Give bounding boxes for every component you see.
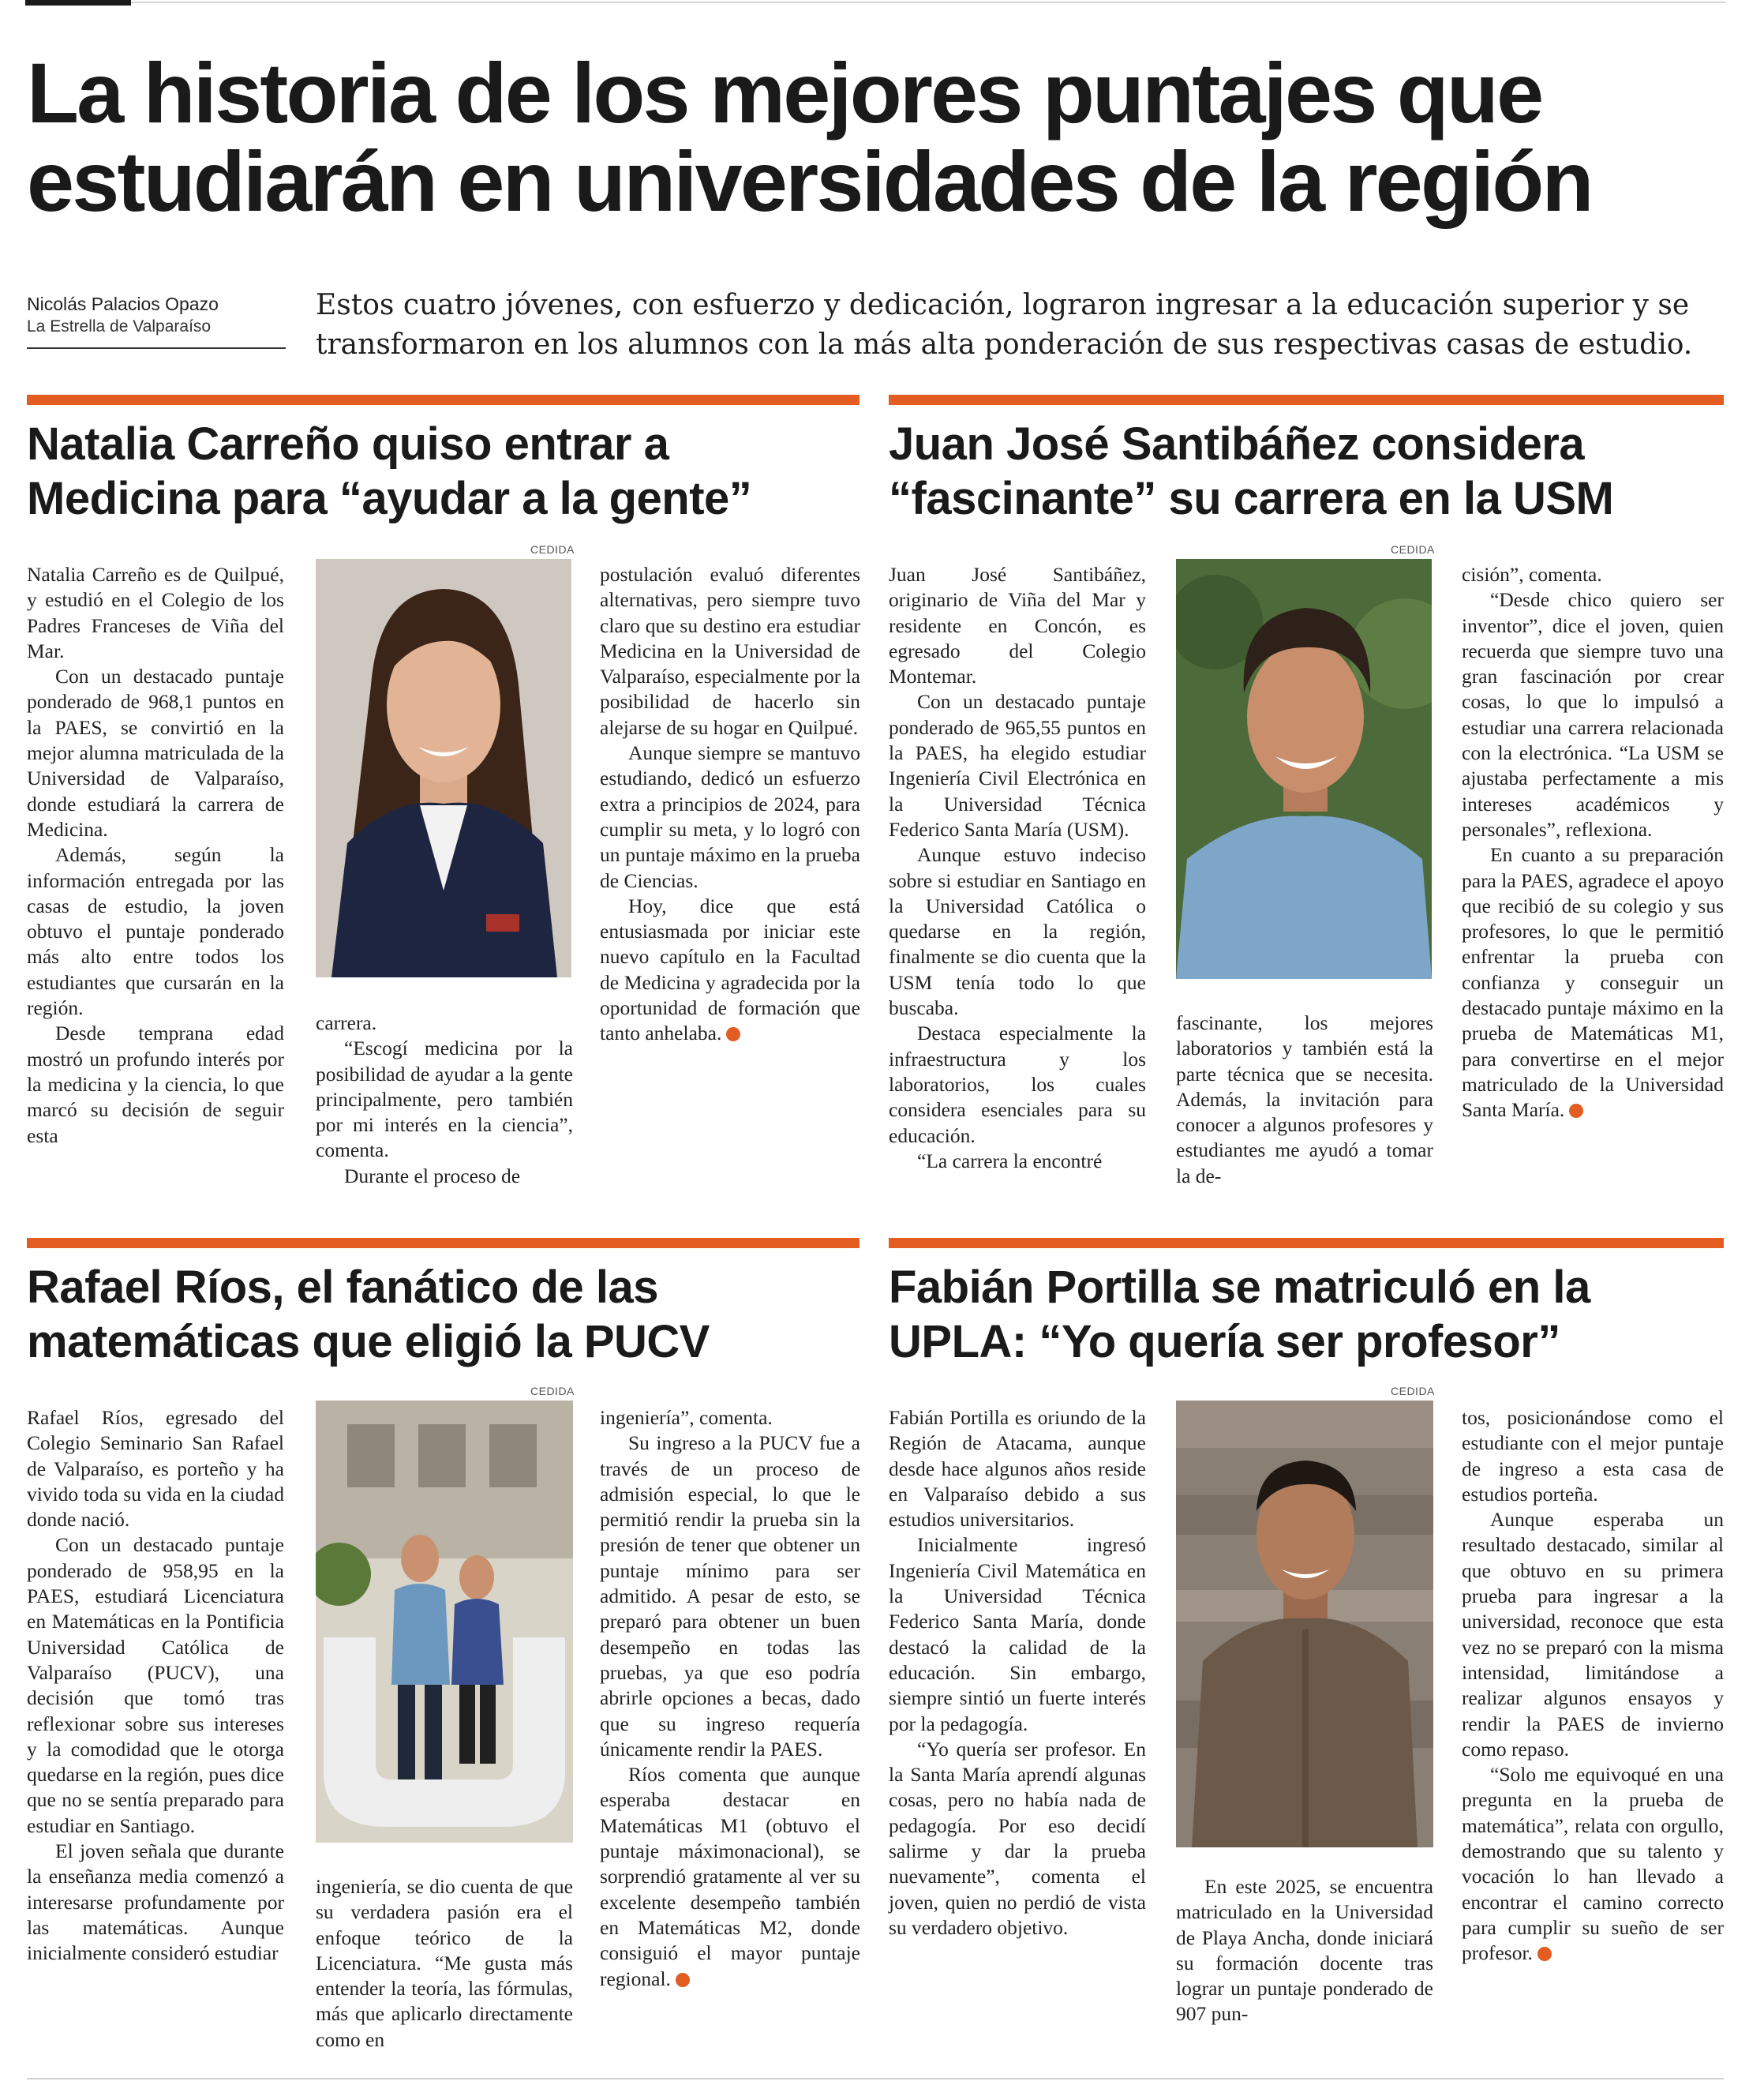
article-deck [316, 286, 1728, 365]
paragraph: “Solo me equivoqué en una pregunta en la prueba de matemática”, relata con orgullo, demostrando que su talento y vocación lo han llevado a encontrar el camino correcto para cumplir su sueño de ser profesor. [1462, 1763, 1724, 1965]
story-title-line: Medicina para “ayudar a la gente” [27, 473, 752, 524]
photo-credit: CEDIDA [1391, 543, 1435, 556]
deck-line-2: transformaron en los alumnos con la más alta ponderación de sus respectivas casas de estudio. [316, 328, 1693, 361]
end-mark-icon [676, 1973, 690, 1987]
story-title-line: Fabián Portilla se matriculó en la [889, 1262, 1590, 1313]
paragraph: Juan José Santibáñez, originario de Viña del Mar y residente en Concón, es egresado del Colegio Montemar. [889, 563, 1146, 688]
paragraph: Con un destacado puntaje ponderado de 958,95 en la PAES, estudiará Licenciatura en Matemáticas en la Pontificia Universidad Católica de Valparaíso (PUCV), una decisión que tomó tras reflexionar sobre sus intereses y la comodidad que le otorga quedarse en la región, pues dice que no se sentía preparado para estudiar en Santiago. [27, 1533, 284, 1837]
top-rule [131, 2, 1725, 3]
paragraph: Destaca especialmente la infraestructura y los laboratorios, los cuales considera esenciales para su educación. [889, 1022, 1146, 1147]
end-mark-icon [726, 1027, 740, 1041]
story-band-juan-jose [889, 395, 1724, 405]
story-title-line: matemáticas que eligió la PUCV [27, 1316, 710, 1367]
paragraph: “Desde chico quiero ser inventor”, dice el joven, quien recuerda que siempre tuvo una gran fascinación por crear cosas, lo que lo impulsó a estudiar una carrera relacionada con la electrónica. “La USM se ajustaba perfectamente a mis intereses académicos y personales”, reflexiona. [1462, 588, 1724, 841]
photo-juan-jose-santibanez [1176, 559, 1432, 979]
paragraph: fascinante, los mejores laboratorios y también está la parte técnica que se necesita. Además, la invitación para conocer a algunos profesores y estudiantes me ayudó a tomar la de- [1176, 1011, 1433, 1187]
paragraph: ingeniería, se dio cuenta de que su verdadera pasión era el enfoque teórico de la Licenciatura. “Me gusta más entender la teoría, las fórmulas, más que aplicarlo directamente como en [316, 1875, 573, 2051]
story-band-rafael [27, 1238, 860, 1248]
paragraph: Aunque siempre se mantuvo estudiando, dedicó un esfuerzo extra a principios de 2024, para cumplir su meta, y lo logró con un puntaje máximo en la prueba de Ciencias. [600, 741, 860, 892]
paragraph: El joven señala que durante la enseñanza media comenzó a interesarse profundamente por las matemáticas. Aunque inicialmente consideró estudiar [27, 1839, 284, 1965]
photo-rafael-rios [316, 1401, 573, 1843]
story-title-rafael [27, 1260, 863, 1369]
story-fabian-column-2 [1176, 1874, 1433, 2027]
paragraph: Hoy, dice que está entusiasmada por iniciar este nuevo capítulo en la Facultad de Medicina y agradecida por la oportunidad de formación que tanto anhelaba. [600, 894, 860, 1045]
deck-line-1: Estos cuatro jóvenes, con esfuerzo y dedicación, lograron ingresar a la educación superior y se [316, 289, 1690, 321]
paragraph: En cuanto a su preparación para la PAES, agradece el apoyo que recibió de su colegio y sus profesores, lo que le permitió enfrentar la prueba con confianza y conseguir un destacado puntaje máximo en la prueba de Matemáticas M1, para convertirse en el mejor matriculado de la Universidad Santa María. [1462, 843, 1724, 1122]
story-rafael-column-2 [316, 1874, 573, 2053]
paragraph: En este 2025, se encuentra matriculado en la Universidad de Playa Ancha, donde iniciará su formación docente tras lograr un puntaje ponderado de 907 pun- [1176, 1875, 1433, 2026]
story-fabian-column-3 [1462, 1405, 1724, 1967]
story-title-fabian [889, 1260, 1725, 1369]
story-band-natalia [27, 395, 860, 405]
paragraph: “Escogí medicina por la posibilidad de ayudar a la gente principalmente, pero también por mi interés en la ciencia”, comenta. [316, 1037, 573, 1162]
paragraph: Durante el proceso de [344, 1164, 521, 1187]
bottom-rule [27, 2078, 1724, 2079]
paragraph: Además, según la información entregada por las casas de estudio, la joven obtuvo el puntaje ponderado más alto entre todos los estudiantes que cursarán en la región. [27, 843, 284, 1020]
paragraph: “La carrera la encontré [917, 1149, 1103, 1172]
story-title-line: Natalia Carreño quiso entrar a [27, 418, 669, 470]
photo-fabian-portilla [1176, 1401, 1433, 1847]
photo-credit: CEDIDA [530, 1385, 575, 1397]
story-rafael-column-3 [600, 1405, 860, 1992]
paragraph: tos, posicionándose como el estudiante con el mejor puntaje de ingreso a esta casa de estudios porteña. [1462, 1406, 1724, 1506]
photo-credit: CEDIDA [1391, 1385, 1435, 1397]
story-juan-column-3 [1462, 562, 1724, 1123]
paragraph: Aunque esperaba un resultado destacado, similar al que obtuvo en su primera prueba para ingresar a la universidad, reconoce que esta vez no se preparó con la misma intensidad, limitándose a realizar algunos ensayos y rendir la PAES de invierno como repaso. [1462, 1508, 1724, 1761]
byline-publication: La Estrella de Valparaíso [27, 317, 212, 336]
end-mark-icon [1537, 1947, 1552, 1961]
paragraph: Con un destacado puntaje ponderado de 968,1 puntos en la PAES, se convirtió en la mejor alumna matriculada de la Universidad de Valparaíso, donde estudiará la carrera de Medicina. [27, 665, 284, 841]
story-juan-column-1 [889, 562, 1146, 1174]
paragraph: Ríos comenta que aunque esperaba destacar en Matemáticas M1 (obtuvo el puntaje máximonacional), se sorprendió gratamente al ver su excelente desempeño también en Matemáticas M2, donde consiguió el mayor puntaje regional. [600, 1763, 860, 1990]
headline-line-2: estudiarán en universidades de la región [27, 133, 1592, 229]
paragraph: Desde temprana edad mostró un profundo interés por la medicina y la ciencia, lo que marcó su decisión de seguir esta [27, 1022, 284, 1147]
story-title-line: Rafael Ríos, el fanático de las [27, 1262, 659, 1313]
paragraph: Con un destacado puntaje ponderado de 965,55 puntos en la PAES, ha elegido estudiar Ingeniería Civil Electrónica en la Universidad Técnica Federico Santa María (USM). [889, 690, 1146, 841]
top-bar-marker [25, 0, 131, 6]
end-mark-icon [1569, 1104, 1583, 1118]
paragraph: postulación evaluó diferentes alternativas, pero siempre tuvo claro que su destino era estudiar Medicina en la Universidad de Valparaíso, especialmente por la posibilidad de hacerlo sin alejarse de su hogar en Quilpué. [600, 563, 860, 739]
story-title-juan-jose [889, 417, 1725, 526]
paragraph: ingeniería”, comenta. [600, 1406, 773, 1429]
story-juan-column-2 [1176, 1011, 1433, 1189]
story-title-natalia [27, 417, 863, 526]
paragraph: carrera. [316, 1011, 377, 1034]
headline-line-1: La historia de los mejores puntajes que [27, 45, 1542, 141]
story-rafael-column-1 [27, 1405, 284, 1967]
story-title-line: “fascinante” su carrera en la USM [889, 473, 1614, 524]
paragraph: cisión”, comenta. [1462, 563, 1602, 586]
paragraph: Fabián Portilla es oriundo de la Región de Atacama, aunque desde hace algunos años reside en Valparaíso debido a sus estudios universitarios. [889, 1406, 1146, 1532]
paragraph: Natalia Carreño es de Quilpué, y estudió en el Colegio de los Padres Franceses de Viña del Mar. [27, 563, 284, 662]
paragraph: Rafael Ríos, egresado del Colegio Seminario San Rafael de Valparaíso, es porteño y ha vivido toda su vida en la ciudad donde nació. [27, 1406, 284, 1532]
story-natalia-column-2 [316, 1011, 573, 1189]
story-natalia-column-1 [27, 562, 284, 1149]
story-band-fabian [889, 1238, 1724, 1248]
story-title-line: UPLA: “Yo quería ser profesor” [889, 1316, 1560, 1367]
photo-credit: CEDIDA [530, 543, 575, 556]
paragraph: Aunque estuvo indeciso sobre si estudiar en Santiago en la Universidad Católica o quedarse en la región, finalmente se dio cuenta que la USM tenía todo lo que buscaba. [889, 843, 1146, 1020]
paragraph: Inicialmente ingresó Ingeniería Civil Matemática en la Universidad Técnica Federico Santa María, donde destacó la calidad de la educación. Sin embargo, siempre sintió un fuerte interés por la pedagogía. [889, 1533, 1146, 1735]
paragraph: “Yo quería ser profesor. En la Santa María aprendí algunas cosas, pero no había nada de pedagogía. Por eso decidí salirme y dar la prueba nuevamente”, comenta el joven, quien no perdió de vista su verdadero objetivo. [889, 1737, 1146, 1939]
story-fabian-column-1 [889, 1405, 1146, 1941]
byline-rule [27, 347, 286, 349]
story-natalia-column-3 [600, 562, 860, 1047]
paragraph: Su ingreso a la PUCV fue a través de un proceso de admisión especial, lo que le permitió rendir la prueba sin la presión de tener que obtener un puntaje mínimo para ser admitido. A pesar de esto, se preparó para obtener un buen desempeño en todas las pruebas, ya que eso podría abrirle opciones a becas, dado que su ingreso requería únicamente rendir la PAES. [600, 1431, 860, 1761]
byline-author: Nicolás Palacios Opazo [27, 294, 219, 314]
photo-natalia-carreno [316, 559, 571, 977]
page-headline [27, 45, 1732, 229]
story-title-line: Juan José Santibáñez considera [889, 418, 1585, 470]
